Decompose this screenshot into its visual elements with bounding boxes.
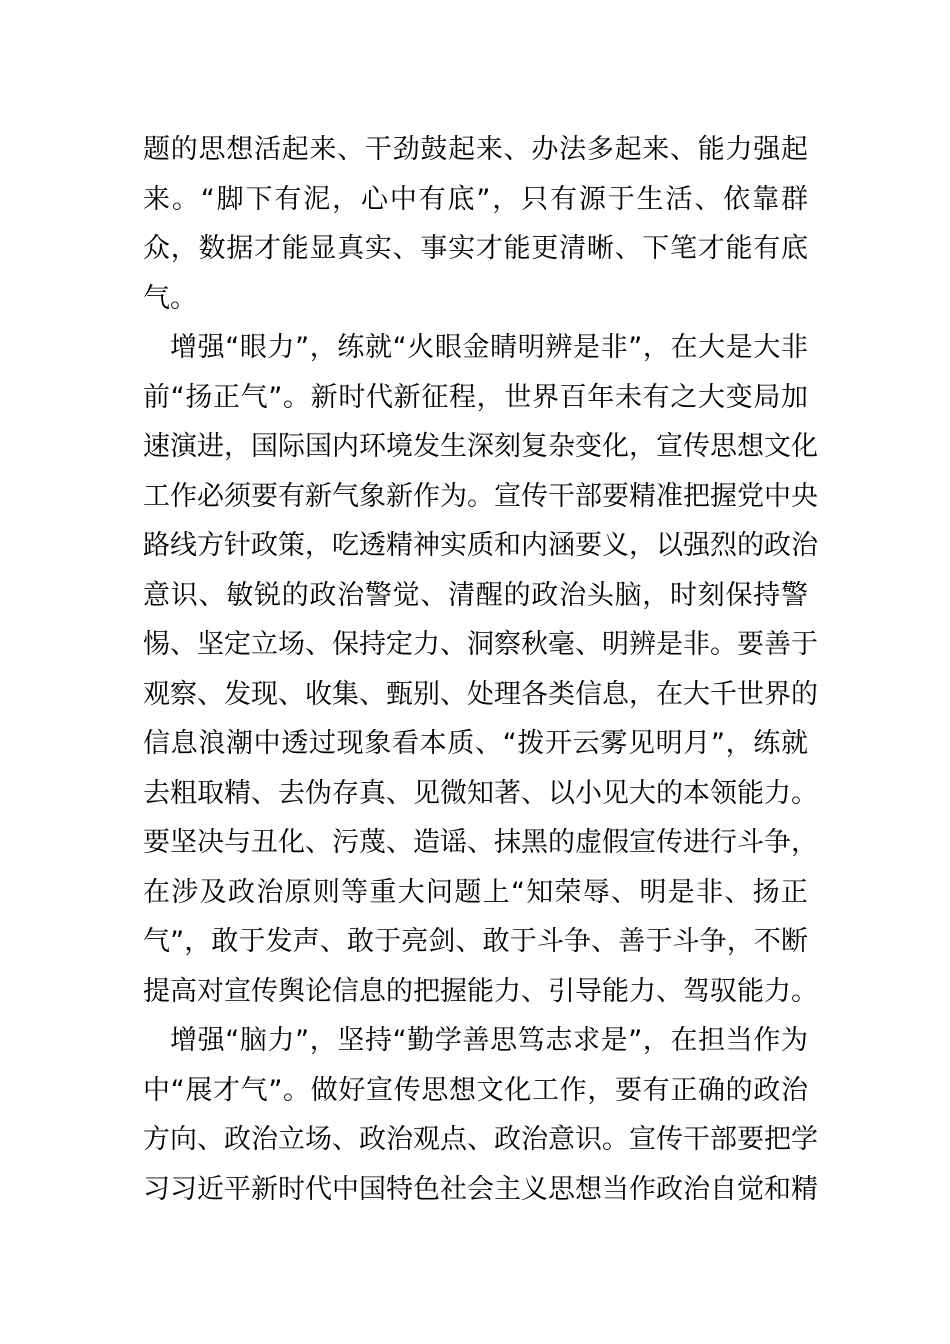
text-line: 惕、坚定立场、保持定力、洞察秋毫、明辨是非。要善于 [143,629,818,660]
text-line: 前“扬正气”。新时代新征程，世界百年未有之大变局加 [143,381,808,413]
body-text [143,125,818,1214]
text-line: 习习近平新时代中国特色社会主义思想当作政治自觉和精 [143,1173,818,1205]
paragraph-first-line: 增强“眼力”，练就“火眼金睛明辨是非”，在大是大非 [170,332,808,363]
text-line: 观察、发现、收集、甄别、处理各类信息，在大千世界的 [143,678,818,710]
text-line: 方向、政治立场、政治观点、政治意识。宣传干部要把学 [143,1124,818,1155]
text-line: 去粗取精、去伪存真、见微知著、以小见大的本领能力。 [143,777,818,809]
text-line: 提高对宣传舆论信息的把握能力、引导能力、驾驭能力。 [143,975,818,1007]
text-line: 来。“脚下有泥，心中有底”，只有源于生活、依靠群 [143,183,808,215]
text-line: 速演进，国际国内环境发生深刻复杂变化，宣传思想文化 [143,431,818,462]
paragraph-first-line: 增强“脑力”，坚持“勤学善思笃志求是”，在担当作为 [170,1025,808,1056]
text-line: 信息浪潮中透过现象看本质、“拨开云雾见明月”，练就 [143,728,808,759]
text-line: 气。 [143,282,197,314]
text-line: 要坚决与丑化、污蔑、造谣、抹黑的虚假宣传进行斗争， [143,827,818,858]
text-line: 中“展才气”。做好宣传思想文化工作，要有正确的政治 [143,1074,808,1106]
text-line: 意识、敏锐的政治警觉、清醒的政治头脑，时刻保持警 [143,579,808,611]
text-line: 气”，敢于发声、敢于亮剑、敢于斗争、善于斗争，不断 [143,926,808,957]
text-line: 在涉及政治原则等重大问题上“知荣辱、明是非、扬正 [143,876,808,908]
text-line: 工作必须要有新气象新作为。宣传干部要精准把握党中央 [143,480,818,512]
text-line: 众，数据才能显真实、事实才能更清晰、下笔才能有底 [143,233,808,264]
text-line: 题的思想活起来、干劲鼓起来、办法多起来、能力强起 [143,134,808,165]
text-line: 路线方针政策，吃透精神实质和内涵要义，以强烈的政治 [143,530,818,561]
